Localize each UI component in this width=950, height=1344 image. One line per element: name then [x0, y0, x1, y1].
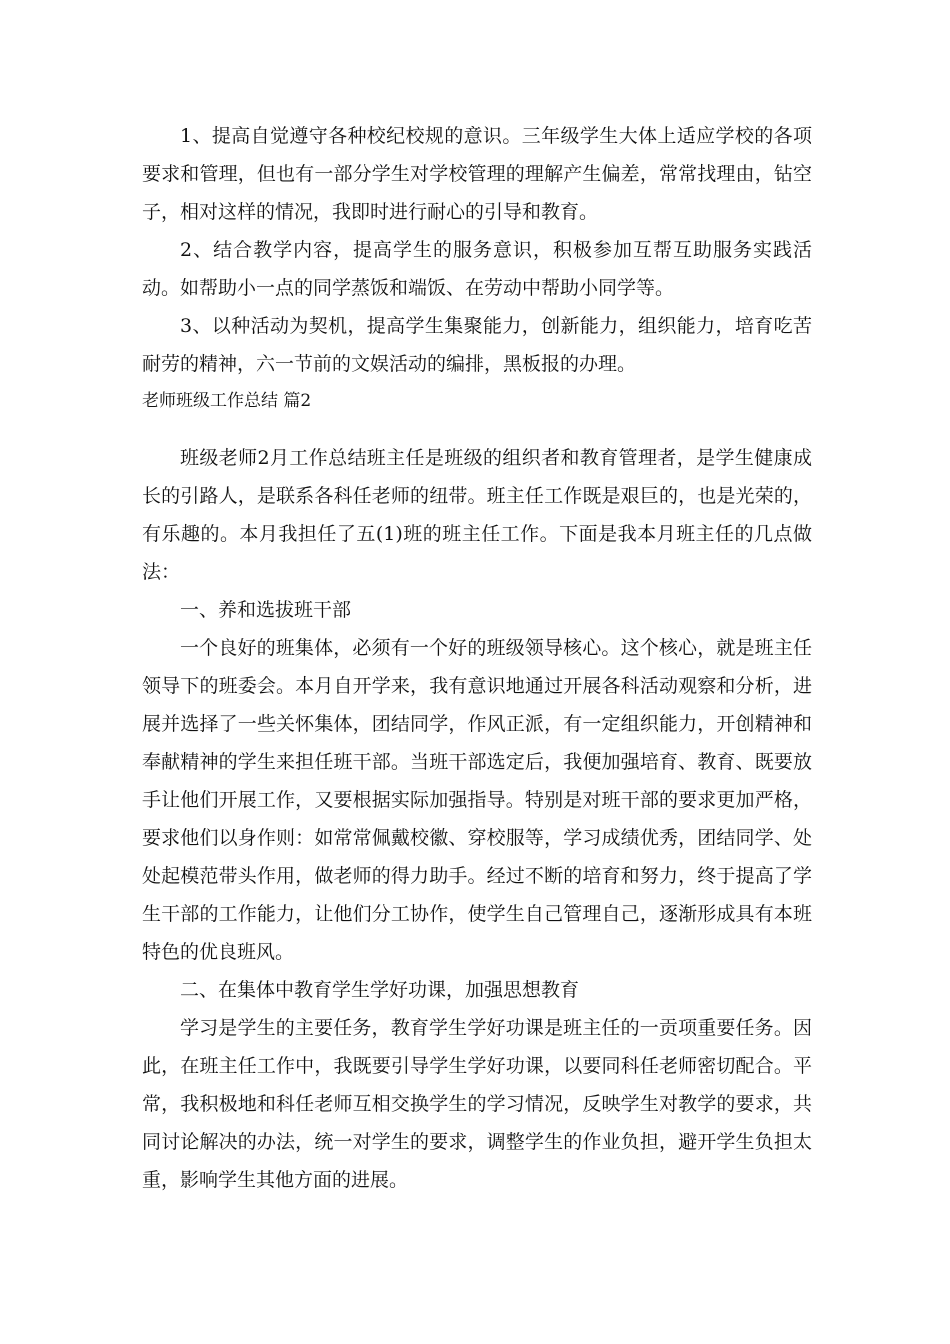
- paragraph-item-2: 2、结合教学内容，提高学生的服务意识，积极参加互帮互助服务实践活动。如帮助小一点的同学蒸饭和端饭、在劳动中帮助小同学等。: [142, 239, 812, 299]
- intro-paragraph: 班级老师2月工作总结班主任是班级的组织者和教育管理者，是学生健康成长的引路人，是联系各科任老师的纽带。班主任工作既是艰巨的，也是光荣的，有乐趣的。本月我担任了五(1)班的班主任工作。下面是我本月班主任的几点做法：: [142, 447, 812, 583]
- document-body: [142, 117, 812, 1199]
- paragraph-item-1: 1、提高自觉遵守各种校纪校规的意识。三年级学生大体上适应学校的各项要求和管理，但也有一部分学生对学校管理的理解产生偏差，常常找理由，钻空子，相对这样的情况，我即时进行耐心的引导和教育。: [142, 125, 812, 223]
- section-heading-2: 二、在集体中教育学生学好功课，加强思想教育: [180, 979, 580, 1001]
- section-body-1: 一个良好的班集体，必须有一个好的班级领导核心。这个核心，就是班主任领导下的班委会。本月自开学来，我有意识地通过开展各科活动观察和分析，进展并选择了一些关怀集体，团结同学，作风正派，有一定组织能力，开创精神和奉献精神的学生来担任班干部。当班干部选定后，我便加强培育、教育、既要放手让他们开展工作，又要根据实际加强指导。特别是对班干部的要求更加严格，要求他们以身作则：如常常佩戴校徽、穿校服等，学习成绩优秀，团结同学、处处起模范带头作用，做老师的得力助手。经过不断的培育和努力，终于提高了学生干部的工作能力，让他们分工协作，使学生自己管理自己，逐渐形成具有本班特色的优良班风。: [142, 637, 812, 963]
- paragraph-item-3: 3、以种活动为契机，提高学生集聚能力，创新能力，组织能力，培育吃苦耐劳的精神，六一节前的文娱活动的编排，黑板报的办理。: [142, 315, 812, 375]
- spacer: [142, 419, 812, 439]
- section-heading-1: 一、养和选拔班干部: [180, 599, 352, 621]
- article-title: 老师班级工作总结 篇2: [142, 391, 312, 411]
- section-body-2: 学习是学生的主要任务，教育学生学好功课是班主任的一贡项重要任务。因此，在班主任工作中，我既要引导学生学好功课，以要同科任老师密切配合。平常，我积极地和科任老师互相交换学生的学习情况，反映学生对教学的要求，共同讨论解决的办法，统一对学生的要求，调整学生的作业负担，避开学生负担太重，影响学生其他方面的进展。: [142, 1017, 812, 1191]
